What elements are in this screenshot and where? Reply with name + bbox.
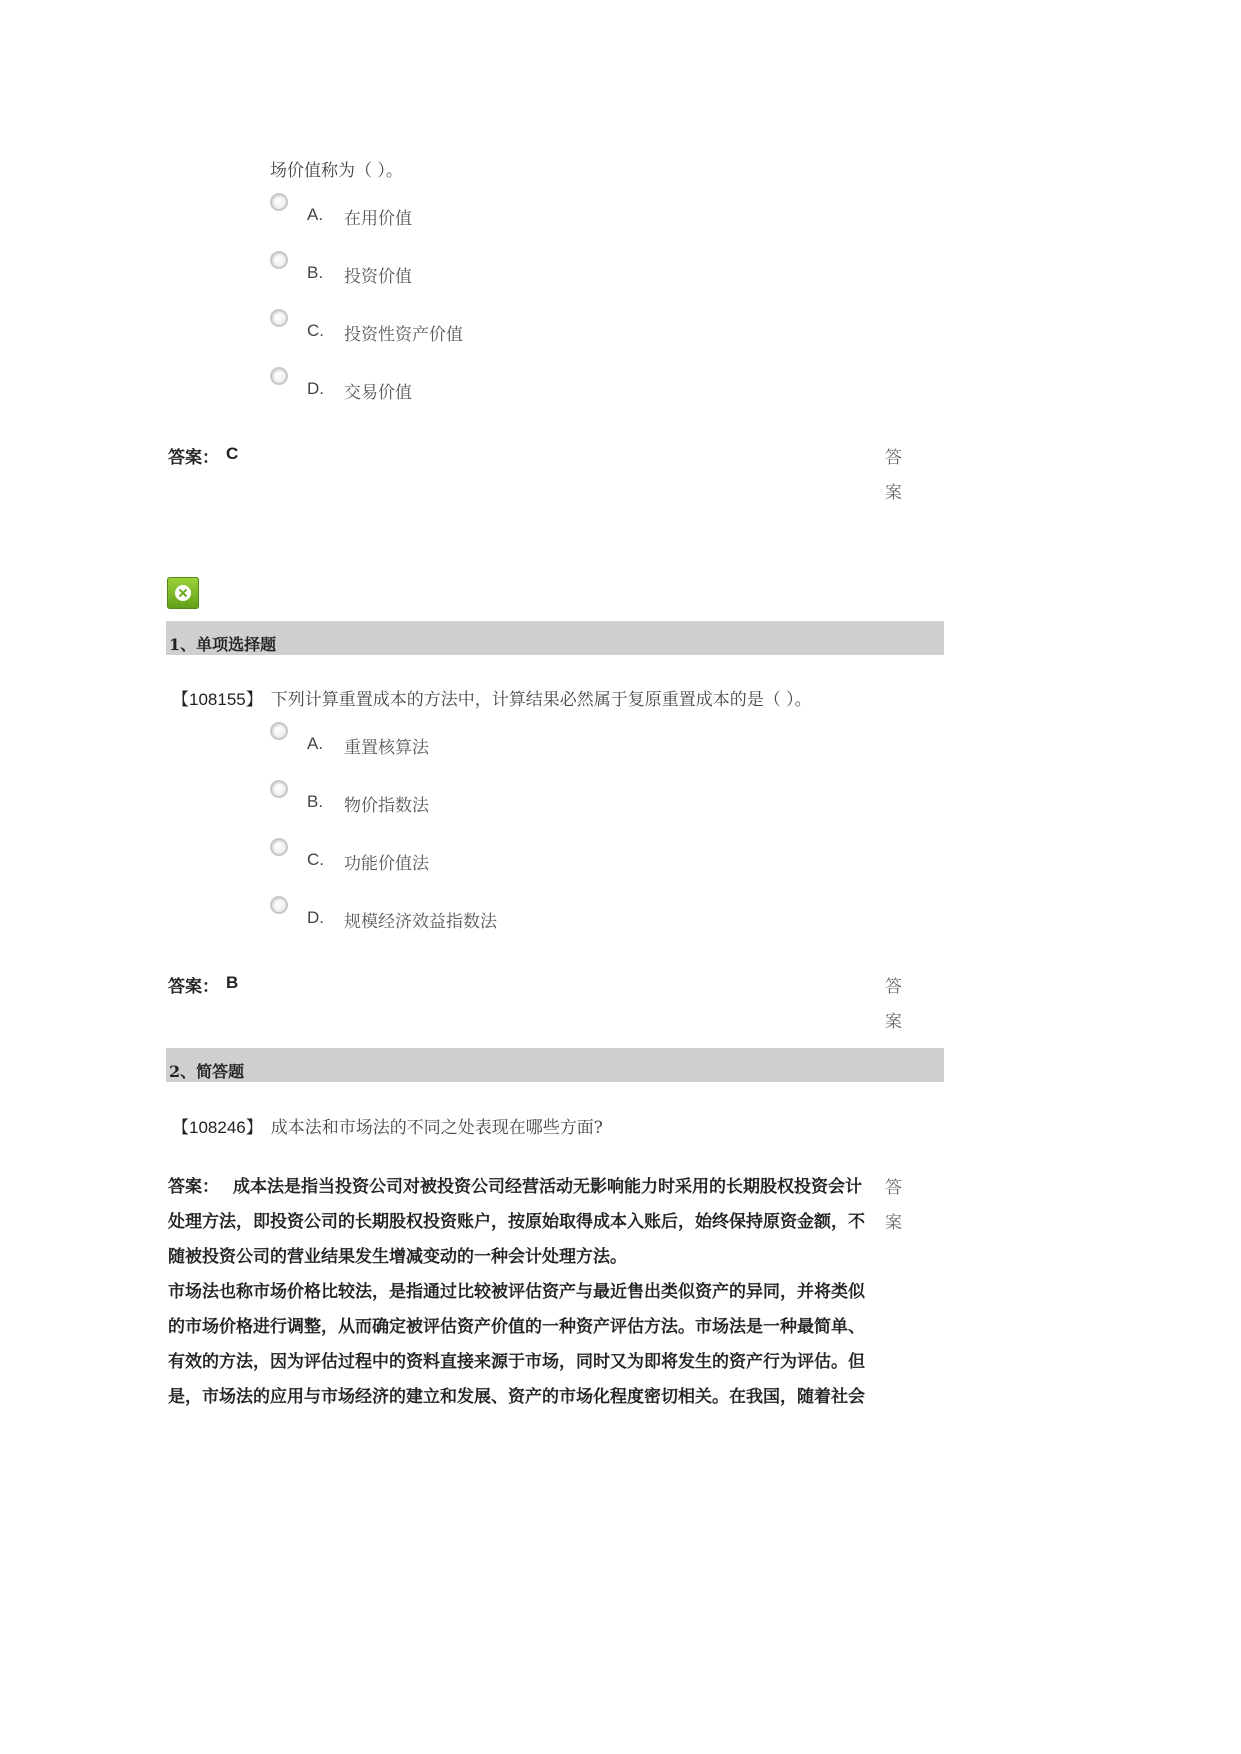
answer-paragraph xyxy=(168,1170,868,1275)
question-stem-text: 场价值称为（ ）。 xyxy=(270,161,403,181)
radio-button[interactable] xyxy=(270,367,288,385)
answer-side-label: 答 xyxy=(885,977,902,997)
option-letter: C. xyxy=(307,850,324,869)
question-id: 【108246】 xyxy=(172,1118,263,1137)
incorrect-status-icon xyxy=(167,577,199,609)
radio-button[interactable] xyxy=(270,193,288,211)
option-d[interactable] xyxy=(307,908,707,938)
option-text: 重置核算法 xyxy=(344,738,429,758)
option-letter: B. xyxy=(307,263,324,282)
answer-side-label: 答 xyxy=(885,448,902,468)
answer-paragraph: 市场法也称市场价格比较法，是指通过比较被评估资产与最近售出类似资产的异同，并将类似的市场价格进行调整，从而确定被评估资产价值的一种资产评估方法。市场法是一种最简单、有效的方法，因为评估过程中的资料直接来源于市场，同时又为即将发生的资产行为评估。但是，市场法的应用与市场经济的建立和发展、资产的市场化程度密切相关。在我国，随着社会 xyxy=(168,1282,865,1407)
answer-text: 成本法是指当投资公司对被投资公司经营活动无影响能力时采用的长期股权投资会计处理方法，即投资公司的长期股权投资账户，按原始取得成本入账后，始终保持原资金额，不随被投资公司的营业结果发生增减变动的一种会计处理方法。 xyxy=(168,1177,865,1267)
option-text: 规模经济效益指数法 xyxy=(344,912,497,932)
section-header xyxy=(166,621,944,655)
radio-button[interactable] xyxy=(270,838,288,856)
option-text: 物价指数法 xyxy=(344,796,429,816)
question-stem-text: 下列计算重置成本的方法中，计算结果必然属于复原重置成本的是（ ）。 xyxy=(270,690,812,710)
answer-value: C xyxy=(226,444,239,463)
option-letter: D. xyxy=(307,379,324,398)
close-icon xyxy=(175,585,191,601)
answer-side-label: 答 xyxy=(885,1178,902,1198)
option-b[interactable] xyxy=(307,792,707,822)
radio-button[interactable] xyxy=(270,251,288,269)
option-a[interactable] xyxy=(307,734,707,764)
question-stem-text: 成本法和市场法的不同之处表现在哪些方面? xyxy=(270,1118,603,1138)
radio-button[interactable] xyxy=(270,722,288,740)
answer-label: 答案： xyxy=(168,1177,219,1197)
option-text: 在用价值 xyxy=(344,209,412,229)
option-text: 投资价值 xyxy=(344,267,412,287)
option-a[interactable] xyxy=(307,205,707,235)
radio-button[interactable] xyxy=(270,896,288,914)
option-text: 功能价值法 xyxy=(344,854,429,874)
answer-body xyxy=(168,1170,868,1415)
option-d[interactable] xyxy=(307,379,707,409)
option-letter: A. xyxy=(307,205,324,224)
answer-side-label: 案 xyxy=(885,483,902,503)
option-text: 投资性资产价值 xyxy=(344,325,463,345)
answer-side-label: 案 xyxy=(885,1213,902,1233)
answer-label: 答案： xyxy=(168,977,219,997)
option-letter: B. xyxy=(307,792,324,811)
question-stem xyxy=(172,1113,603,1138)
option-c[interactable] xyxy=(307,850,707,880)
radio-button[interactable] xyxy=(270,780,288,798)
section-title: 1、单项选择题 xyxy=(169,635,277,654)
question-stem xyxy=(172,685,812,710)
option-text: 交易价值 xyxy=(344,383,412,403)
option-c[interactable] xyxy=(307,321,707,351)
option-b[interactable] xyxy=(307,263,707,293)
option-letter: A. xyxy=(307,734,324,753)
answer-side-label: 案 xyxy=(885,1012,902,1032)
question-stem xyxy=(270,156,403,181)
option-letter: D. xyxy=(307,908,324,927)
answer-value: B xyxy=(226,973,239,992)
section-title: 2、简答题 xyxy=(169,1062,245,1081)
section-header xyxy=(166,1048,944,1082)
answer-label: 答案： xyxy=(168,448,219,468)
question-id: 【108155】 xyxy=(172,690,263,709)
option-letter: C. xyxy=(307,321,324,340)
radio-button[interactable] xyxy=(270,309,288,327)
